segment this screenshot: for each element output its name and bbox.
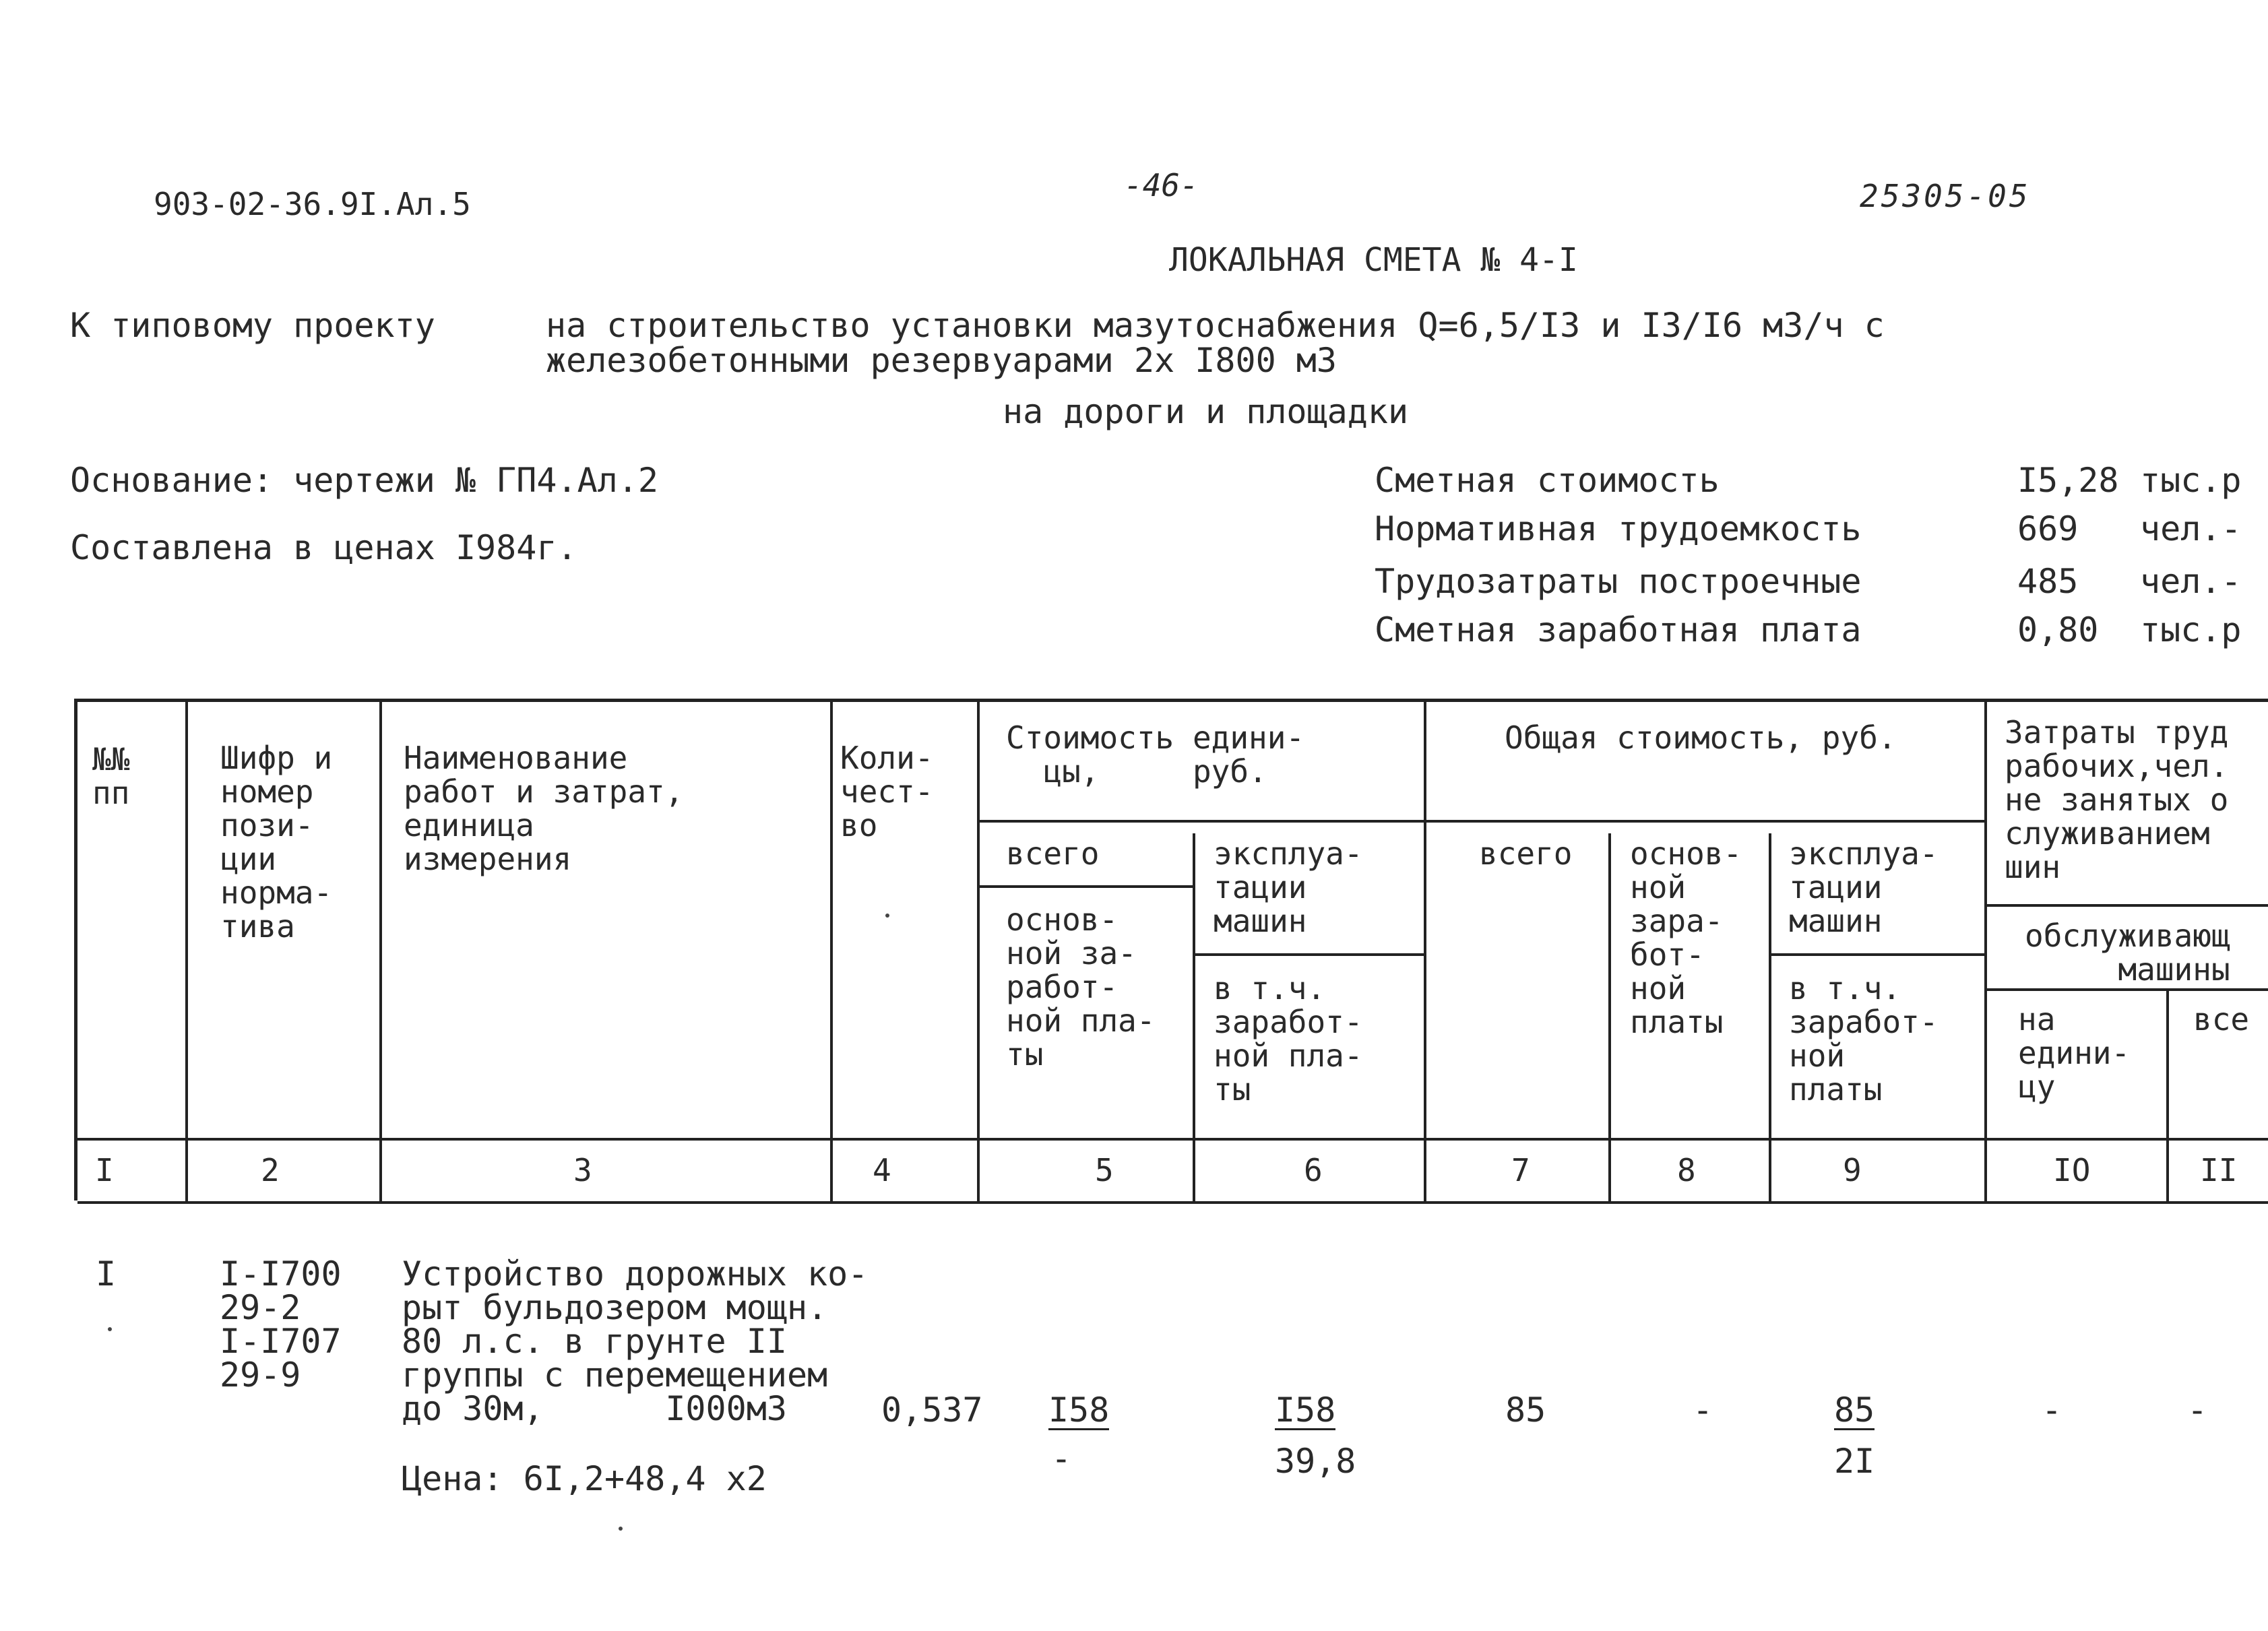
- row-labor-per-unit: -: [2042, 1390, 2062, 1430]
- project-description-line2: железобетонными резервуарами 2х I800 м3: [546, 341, 1337, 380]
- col-header-code: Шифр и номер пози- ции норма- тива: [220, 740, 333, 945]
- col-header-unit-machines: эксплуа- тации машин: [1214, 835, 1363, 939]
- row-total-all: 85: [1505, 1390, 1546, 1430]
- summary-unit: чел.-: [2140, 509, 2242, 548]
- column-number: 9: [1843, 1152, 1862, 1188]
- col-header-labor-total: все: [2193, 1001, 2250, 1037]
- col-header-name: Наименование работ и затрат, единица измерения: [404, 740, 684, 877]
- project-label: К типовому проекту: [70, 306, 435, 345]
- page-number: -46-: [1124, 167, 1199, 203]
- row-number: I: [96, 1254, 117, 1293]
- column-divider: [1984, 702, 1987, 1204]
- page-title: ЛОКАЛЬНАЯ СМЕТА № 4-I: [1169, 241, 1578, 279]
- col-header-unit-machines-wage: в т.ч. заработ- ной пла- ты: [1214, 970, 1363, 1108]
- column-number: 7: [1511, 1152, 1530, 1188]
- scan-speck: [619, 1527, 623, 1531]
- header-divider: [1769, 953, 1984, 956]
- column-divider: [185, 702, 188, 1204]
- column-divider: [1608, 833, 1611, 1204]
- col-header-labor-per-unit: на едини- цу: [2018, 1001, 2131, 1105]
- col-header-total-wage: основ- ной зара- бот- ной платы: [1630, 835, 1742, 1040]
- col-header-quantity: Коли- чест- во: [840, 740, 934, 843]
- handwritten-doc-number: 25305-05: [1860, 178, 2031, 214]
- summary-unit: тыс.р: [2140, 461, 2242, 500]
- estimate-subject: на дороги и площадки: [1003, 392, 1409, 431]
- row-total-machines-wage: 2I: [1834, 1442, 1875, 1481]
- column-divider: [2166, 988, 2169, 1204]
- summary-unit: тыс.р: [2140, 610, 2242, 649]
- summary-value: I5,28: [2017, 461, 2119, 500]
- scan-speck: [108, 1327, 112, 1331]
- row-unit-machines-wage: 39,8: [1275, 1442, 1356, 1481]
- summary-label: Нормативная трудоемкость: [1375, 509, 1862, 548]
- column-number: 6: [1304, 1152, 1323, 1188]
- column-divider: [1769, 833, 1771, 1204]
- estimate-table-header: [74, 699, 2268, 1201]
- header-divider: [977, 885, 1193, 888]
- column-number: 4: [873, 1152, 891, 1188]
- column-number: 8: [1677, 1152, 1696, 1188]
- header-divider: [1193, 953, 1424, 956]
- header-divider: [77, 1138, 2268, 1141]
- document-code: 903-02-36.9I.Ал.5: [154, 186, 471, 222]
- row-total-machines: 85: [1834, 1390, 1875, 1430]
- row-codes: I-I700 29-2 I-I707 29-9: [220, 1254, 342, 1395]
- col-header-total-machines-wage: в т.ч. заработ- ной платы: [1789, 970, 1939, 1108]
- summary-unit: чел.-: [2140, 562, 2242, 601]
- column-divider: [1193, 833, 1195, 1204]
- scan-speck: [885, 914, 889, 918]
- column-number: I: [95, 1152, 114, 1188]
- col-header-unit-total: всего: [1006, 835, 1100, 872]
- header-bottom-line: [77, 1201, 2268, 1204]
- row-labor-total: -: [2187, 1390, 2208, 1430]
- row-work-name: Устройство дорожных ко- рыт бульдозером мощн. 80 л.с. в грунте II группы с перемещением до 30м, I000м3: [402, 1254, 869, 1428]
- col-header-labor-service: обслуживающ машины: [2025, 918, 2230, 988]
- summary-value: 669: [2017, 509, 2079, 548]
- col-header-number: №№ пп: [92, 741, 130, 811]
- column-number: II: [2200, 1152, 2238, 1188]
- col-header-total-all: всего: [1479, 835, 1573, 872]
- row-quantity: 0,537: [881, 1390, 983, 1430]
- column-number: 2: [261, 1152, 280, 1188]
- basis-text: Основание: чертежи № ГП4.Ал.2: [70, 461, 658, 500]
- col-header-unit-wage: основ- ной за- работ- ной пла- ты: [1006, 901, 1156, 1073]
- column-number: 3: [573, 1152, 592, 1188]
- header-divider: [977, 820, 1984, 823]
- column-divider: [977, 702, 980, 1204]
- column-divider: [830, 702, 833, 1204]
- summary-value: 485: [2017, 562, 2079, 601]
- column-divider: [1424, 702, 1426, 1204]
- row-total-wage: -: [1693, 1390, 1713, 1430]
- prices-year: Составлена в ценах I984г.: [70, 528, 577, 567]
- row-price-note: Цена: 6I,2+48,4 х2: [402, 1459, 767, 1498]
- col-header-labor: Затраты труд рабочих,чел. не занятых о служиванием шин: [2005, 714, 2229, 885]
- project-description-line1: на строительство установки мазутоснабжения Q=6,5/I3 и I3/I6 м3/ч с: [546, 306, 1885, 345]
- column-number: 5: [1095, 1152, 1114, 1188]
- summary-label: Трудозатраты построечные: [1375, 562, 1862, 601]
- header-divider: [1984, 904, 2268, 907]
- col-header-unit-cost: Стоимость едини- цы, руб.: [1006, 719, 1305, 790]
- column-divider: [379, 702, 382, 1204]
- summary-label: Сметная стоимость: [1375, 461, 1720, 500]
- summary-value: 0,80: [2017, 610, 2099, 649]
- row-unit-total: I58: [1048, 1390, 1110, 1430]
- summary-label: Сметная заработная плата: [1375, 610, 1862, 649]
- column-number: IO: [2053, 1152, 2091, 1188]
- header-divider: [1984, 988, 2268, 991]
- row-unit-machines: I58: [1275, 1390, 1336, 1430]
- row-unit-wage: -: [1051, 1439, 1072, 1478]
- col-header-total-cost: Общая стоимость, руб.: [1505, 719, 1897, 756]
- col-header-total-machines: эксплуа- тации машин: [1789, 835, 1939, 939]
